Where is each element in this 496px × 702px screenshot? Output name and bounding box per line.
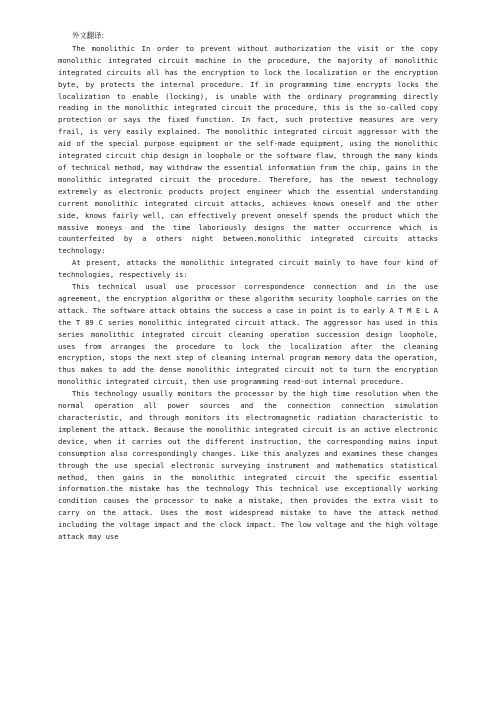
paragraph-attack-overview: At present, attacks the monolithic integrated circuit mainly to have four kind of technologies, respectively is: <box>58 258 438 280</box>
document-body <box>58 30 438 543</box>
paragraph-intro: The monolithic In order to prevent without authorization the visit or the copy monolithic integrated circuit machine in the procedure, the majority of monolithic integrated circuits all has the encryption to lock the localization or the encryption byte, by protects the internal procedure. If in programming time encrypts locks the localization to enable (locking), is unable with the ordinary programming directly reading in the monolithic integrated circuit the procedure, this is the so-called copy protection or says the fixed function. In fact, such protective measures are very frail, is very easily explained. The monolithic integrated circuit aggressor with the aid of the special purpose equipment or the self-made equipment, using the monolithic integrated circuit chip design in loophole or the software flaw, through the many kinds of technical method, may withdraw the essential information from the chip, gains in the monolithic integrated circuit the procedure. Therefore, has the newest technology extremely as electronic products project engineer which the essential understanding current monolithic integrated circuit attacks, achieves knows oneself and the other side, knows fairly well, can effectively prevent oneself spends the product which the massive moneys and the time laboriously designs the matter occurrence which is counterfeited by a others night between.monolithic integrated circuits attacks technology: <box>58 43 438 256</box>
paragraph-software-attack: This technical usual use processor correspondence connection and in the use agreement, the encryption algorithm or these algorithm security loophole carries on the attack. The software attack obtains the success a case in point is to early A T M E L A the T 89 C series monolithic integrated circuit attack. The aggressor has used in this series monolithic integrated circuit cleaning operation succession design loophole, uses from arranges the procedure to lock the localization after the cleaning encryption, stops the next step of cleaning internal program memory data the operation, thus makes to add the dense monolithic integrated circuit not to turn the encryption monolithic integrated circuit, then use programming read-out internal procedure. <box>58 282 438 387</box>
section-heading: 外文翻译: <box>72 31 105 40</box>
paragraph-side-channel-attack: This technology usually monitors the processor by the high time resolution when the normal operation all power sources and the connection connection simulation characteristic, and through monitors its electromagnetic radiation characteristic to implement the attack. Because the monolithic integrated circuit is an active electronic device, when it carries out the different instruction, the corresponding mains input consumption also correspondingly changes. Like this analyzes and examines these changes through the use special electronic surveying instrument and mathematics statistical method, then gains in the monolithic integrated circuit the specific essential information.the mistake has the technology This technical use exceptionally working condition causes the processor to make a mistake, then provides the extra visit to carry on the attack. Uses the most widespread mistake to have the attack method including the voltage impact and the clock impact. The low voltage and the high voltage attack may use <box>58 389 438 542</box>
